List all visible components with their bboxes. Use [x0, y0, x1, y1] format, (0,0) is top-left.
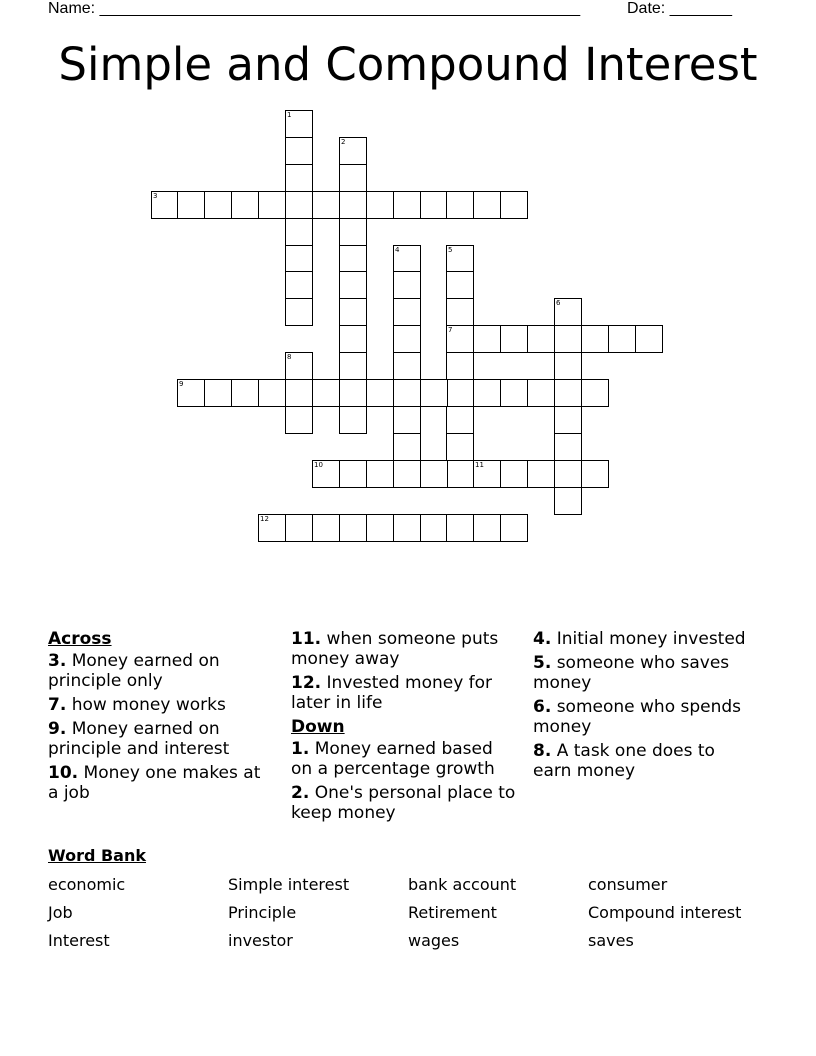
crossword-cell[interactable] — [312, 514, 340, 542]
crossword-cell[interactable] — [339, 460, 367, 488]
crossword-cell[interactable] — [339, 325, 367, 353]
crossword-cell[interactable] — [554, 406, 582, 434]
clue-number-label: 11 — [475, 461, 484, 469]
crossword-cell[interactable] — [393, 325, 421, 353]
clue-text: Money one makes at a job — [48, 763, 261, 803]
word-bank-item: bank account — [408, 875, 517, 894]
clue-number-label: 6 — [556, 299, 561, 307]
crossword-cell[interactable] — [554, 325, 582, 353]
crossword-cell[interactable] — [473, 325, 501, 353]
crossword-cell[interactable] — [285, 379, 313, 407]
crossword-cell[interactable] — [581, 379, 609, 407]
clue-text: someone who saves money — [533, 653, 730, 693]
clue-text: Money earned on principle only — [48, 651, 220, 691]
word-bank-item: Interest — [48, 931, 110, 950]
crossword-cell[interactable] — [231, 191, 259, 219]
crossword-cell[interactable] — [446, 406, 474, 434]
crossword-cell[interactable] — [446, 379, 474, 407]
clue-column-2 — [291, 629, 516, 827]
word-bank-item: economic — [48, 875, 126, 894]
down-heading: Down — [291, 717, 345, 737]
crossword-cell[interactable] — [420, 379, 448, 407]
clue-number-label: 5 — [448, 246, 453, 254]
crossword-cell[interactable] — [527, 379, 555, 407]
crossword-cell[interactable] — [473, 514, 501, 542]
crossword-cell[interactable] — [446, 298, 474, 326]
clue-number: 3. — [48, 651, 67, 671]
clue-number-label: 4 — [395, 246, 400, 254]
crossword-cell[interactable] — [285, 271, 313, 299]
clue-text: someone who spends money — [533, 697, 742, 737]
crossword-cell[interactable] — [231, 379, 259, 407]
crossword-cell[interactable] — [635, 325, 663, 353]
crossword-cell[interactable] — [554, 487, 582, 515]
crossword-cell[interactable] — [554, 352, 582, 380]
crossword-cell[interactable] — [446, 433, 474, 461]
crossword-cell[interactable] — [473, 379, 501, 407]
crossword-cell[interactable] — [204, 379, 232, 407]
date-field-label: Date: _______ — [627, 0, 732, 17]
clue-across-7 — [48, 695, 273, 715]
crossword-cell[interactable] — [420, 191, 448, 219]
clue-across-10 — [48, 763, 273, 803]
crossword-cell[interactable] — [500, 460, 528, 488]
crossword-cell[interactable] — [258, 191, 286, 219]
crossword-cell[interactable] — [285, 191, 313, 219]
word-bank-item: wages — [408, 931, 460, 950]
clue-across-11 — [291, 629, 516, 669]
crossword-cell[interactable] — [420, 460, 448, 488]
word-bank-item: Retirement — [408, 903, 497, 922]
clue-number-label: 7 — [448, 326, 453, 334]
crossword-cell[interactable] — [285, 164, 313, 192]
clue-number: 12. — [291, 673, 322, 693]
clue-number: 7. — [48, 695, 67, 715]
crossword-cell[interactable] — [285, 406, 313, 434]
crossword-cell[interactable] — [366, 379, 394, 407]
clue-column-3 — [533, 629, 758, 785]
clue-number: 4. — [533, 629, 552, 649]
clue-number-label: 3 — [153, 192, 158, 200]
clue-number: 8. — [533, 741, 552, 761]
crossword-cell[interactable] — [446, 514, 474, 542]
crossword-cell[interactable] — [393, 514, 421, 542]
clue-number: 1. — [291, 739, 310, 759]
crossword-cell[interactable] — [339, 191, 367, 219]
clue-down-4 — [533, 629, 758, 649]
clue-across-12 — [291, 673, 516, 713]
clue-number: 9. — [48, 719, 67, 739]
crossword-cell[interactable] — [339, 514, 367, 542]
clue-down-2 — [291, 783, 516, 823]
clue-down-8 — [533, 741, 758, 781]
crossword-cell[interactable] — [527, 460, 555, 488]
crossword-cell[interactable] — [527, 325, 555, 353]
across-heading: Across — [48, 629, 112, 649]
crossword-cell[interactable] — [339, 271, 367, 299]
word-bank-heading: Word Bank — [48, 846, 147, 865]
crossword-cell[interactable] — [312, 191, 340, 219]
crossword-cell[interactable] — [500, 379, 528, 407]
word-bank-item: Principle — [228, 903, 297, 922]
crossword-cell[interactable] — [500, 514, 528, 542]
crossword-cell[interactable] — [393, 271, 421, 299]
crossword-cell[interactable] — [393, 379, 421, 407]
word-bank-item: Simple interest — [228, 875, 350, 894]
crossword-cell[interactable] — [581, 460, 609, 488]
crossword-cell[interactable] — [285, 137, 313, 165]
crossword-cell[interactable] — [366, 460, 394, 488]
crossword-cell[interactable] — [285, 298, 313, 326]
clue-text: Money earned based on a percentage growth — [291, 739, 495, 779]
crossword-cell[interactable] — [312, 379, 340, 407]
clue-text: Initial money invested — [556, 629, 746, 649]
crossword-cell[interactable] — [420, 514, 448, 542]
crossword-cell[interactable] — [258, 379, 286, 407]
crossword-cell[interactable] — [608, 325, 636, 353]
crossword-cell[interactable] — [393, 352, 421, 380]
crossword-cell[interactable] — [446, 271, 474, 299]
word-bank-item: saves — [588, 931, 634, 950]
crossword-cell[interactable] — [581, 325, 609, 353]
crossword-cell[interactable] — [285, 218, 313, 246]
word-bank-item: consumer — [588, 875, 668, 894]
crossword-cell[interactable] — [285, 245, 313, 273]
crossword-cell[interactable] — [339, 298, 367, 326]
crossword-cell[interactable] — [473, 191, 501, 219]
clue-number: 5. — [533, 653, 552, 673]
crossword-cell[interactable] — [339, 245, 367, 273]
crossword-cell[interactable] — [393, 460, 421, 488]
clue-number: 10. — [48, 763, 79, 783]
crossword-cell[interactable] — [500, 191, 528, 219]
clue-across-9 — [48, 719, 273, 759]
crossword-cell[interactable] — [393, 191, 421, 219]
name-field-label: Name: ______________________________________________________ — [48, 0, 581, 17]
clue-number: 2. — [291, 783, 310, 803]
clue-number-label: 9 — [179, 380, 184, 388]
crossword-cell[interactable] — [393, 406, 421, 434]
crossword-cell[interactable] — [285, 514, 313, 542]
clue-text: Invested money for later in life — [291, 673, 493, 713]
crossword-cell[interactable] — [339, 352, 367, 380]
clue-number-label: 12 — [260, 515, 269, 523]
clue-text: One's personal place to keep money — [291, 783, 516, 823]
crossword-cell[interactable] — [339, 379, 367, 407]
clue-text: when someone puts money away — [291, 629, 499, 669]
clue-column-1 — [48, 629, 273, 807]
clue-across-3 — [48, 651, 273, 691]
crossword-cell[interactable] — [446, 352, 474, 380]
crossword-cell[interactable] — [339, 218, 367, 246]
clue-down-5 — [533, 653, 758, 693]
word-bank-item: Job — [48, 903, 73, 922]
crossword-cell[interactable] — [366, 514, 394, 542]
crossword-cell[interactable] — [446, 460, 474, 488]
crossword-cell[interactable] — [204, 191, 232, 219]
clue-number: 6. — [533, 697, 552, 717]
clue-number: 11. — [291, 629, 322, 649]
clue-number-label: 10 — [314, 461, 323, 469]
crossword-cell[interactable] — [554, 433, 582, 461]
clue-number-label: 8 — [287, 353, 292, 361]
clue-text: Money earned on principle and interest — [48, 719, 230, 759]
clue-number-label: 2 — [341, 138, 346, 146]
crossword-cell[interactable] — [554, 460, 582, 488]
word-bank-item: Compound interest — [588, 903, 742, 922]
clue-text: how money works — [71, 695, 226, 715]
crossword-cell[interactable] — [339, 164, 367, 192]
word-bank-item: investor — [228, 931, 293, 950]
page-title: Simple and Compound Interest — [58, 38, 758, 91]
crossword-cell[interactable] — [339, 406, 367, 434]
crossword-cell[interactable] — [393, 433, 421, 461]
clue-down-6 — [533, 697, 758, 737]
clue-text: A task one does to earn money — [533, 741, 715, 781]
crossword-cell[interactable] — [554, 379, 582, 407]
clue-number-label: 1 — [287, 111, 292, 119]
crossword-cell[interactable] — [366, 191, 394, 219]
crossword-cell[interactable] — [500, 325, 528, 353]
crossword-cell[interactable] — [393, 298, 421, 326]
clue-down-1 — [291, 739, 516, 779]
crossword-cell[interactable] — [446, 191, 474, 219]
crossword-cell[interactable] — [177, 191, 205, 219]
